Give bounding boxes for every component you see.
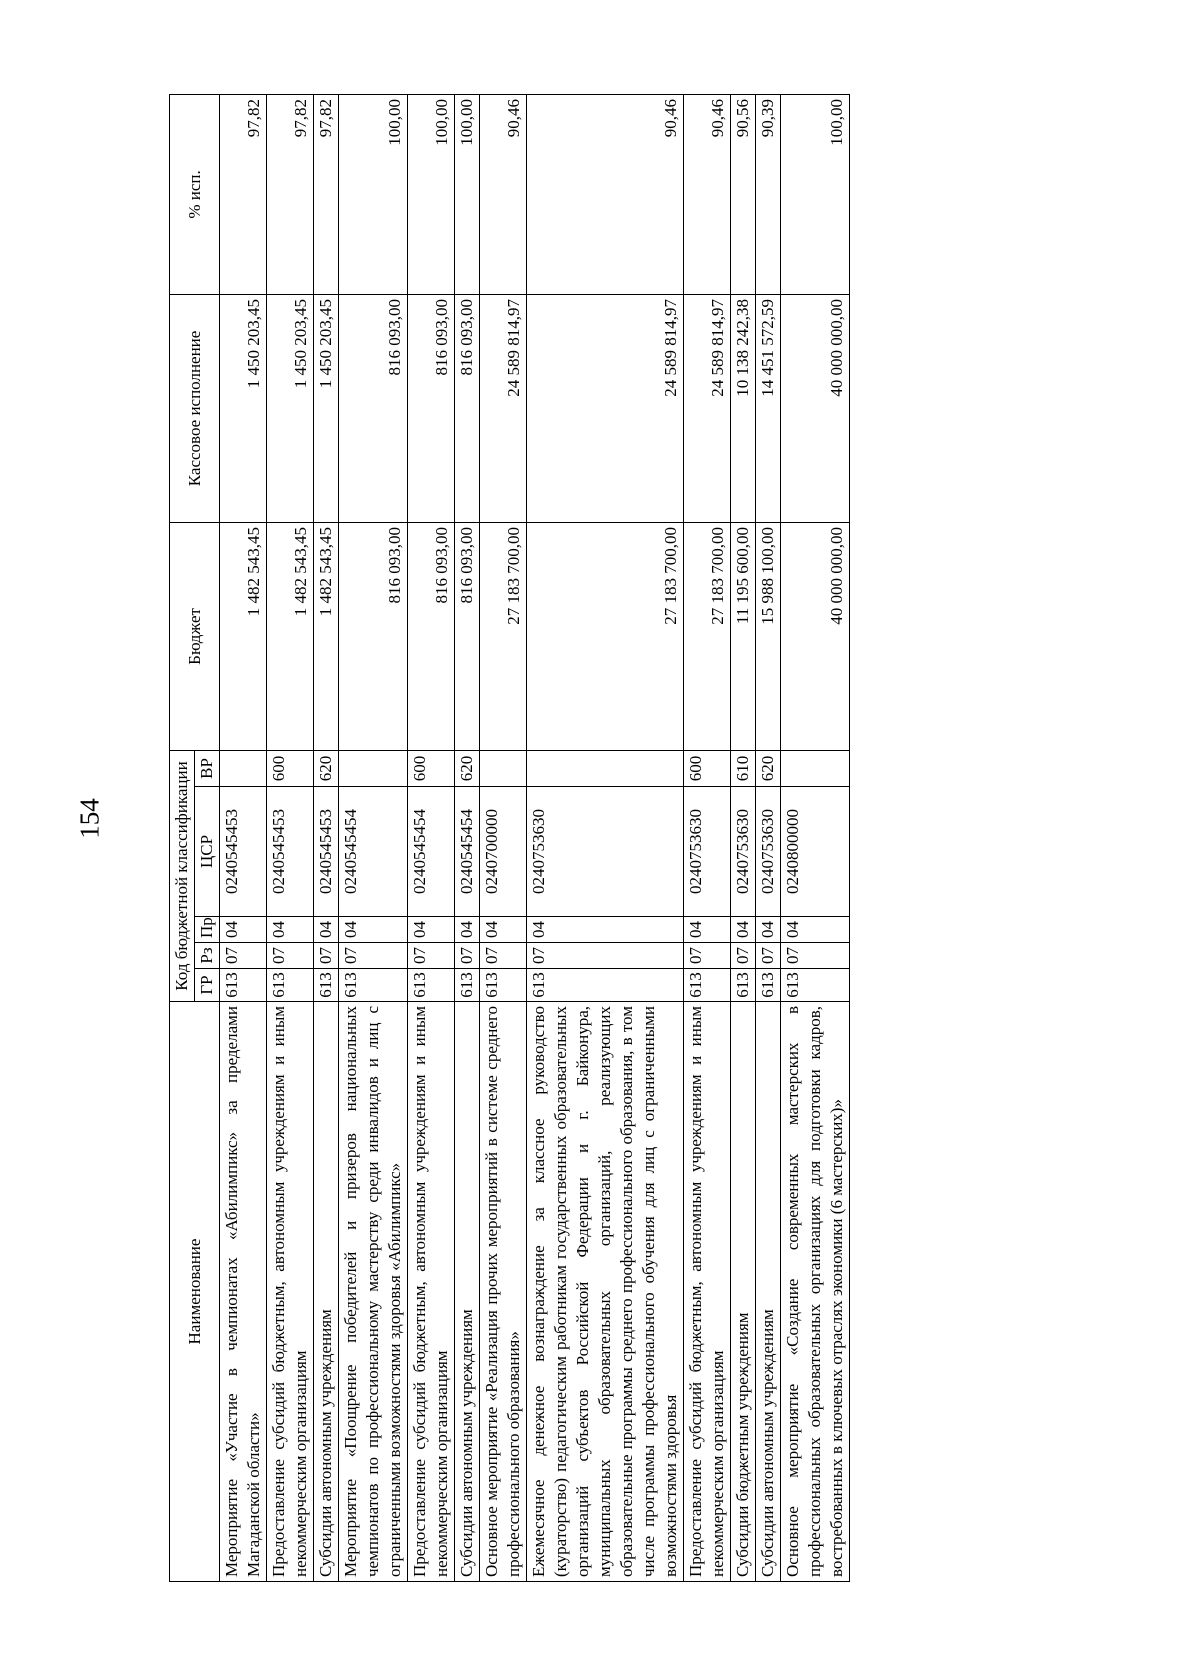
table-row (756, 94, 781, 1581)
row-cash: 24 589 814,97 (480, 294, 527, 522)
row-budget: 1 482 543,45 (220, 522, 267, 750)
header-row-1 (170, 94, 195, 1581)
row-csr: 0240545453 (314, 787, 339, 917)
row-cash: 1 450 203,45 (267, 294, 314, 522)
row-name: Основное мероприятие «Создание современных мастерских в профессиональных образовательных организациях для подготовки кадров, востребованных в ключевых отраслях экономики (6 мастерских)» (781, 1002, 850, 1582)
header-name: Наименование (170, 1002, 220, 1582)
row-vr (220, 750, 267, 786)
row-pr: 04 (267, 917, 314, 943)
row-budget: 27 183 700,00 (684, 522, 731, 750)
row-csr: 0240545453 (267, 787, 314, 917)
header-rz: Рз (195, 943, 220, 969)
row-gr: 613 (339, 969, 408, 1002)
row-pr: 04 (339, 917, 408, 943)
table-row (684, 94, 731, 1581)
row-pct: 100,00 (455, 94, 480, 294)
row-gr: 613 (408, 969, 455, 1002)
header-cash: Кассовое исполнение (170, 294, 220, 522)
row-name: Субсидии автономным учреждениям (314, 1002, 339, 1582)
row-name: Мероприятие «Поощрение победителей и призеров национальных чемпионатов по профессиональному мастерству среди инвалидов и лиц с ограниченными возможностями здоровья «Абилимпикс» (339, 1002, 408, 1582)
row-name: Мероприятие «Участие в чемпионатах «Абилимпикс» за пределами Магаданской области» (220, 1002, 267, 1582)
row-vr: 620 (455, 750, 480, 786)
header-pr: Пр (195, 917, 220, 943)
row-vr: 600 (267, 750, 314, 786)
row-vr: 620 (756, 750, 781, 786)
row-gr: 613 (220, 969, 267, 1002)
row-csr: 0240545454 (455, 787, 480, 917)
row-vr: 600 (408, 750, 455, 786)
row-rz: 07 (220, 943, 267, 969)
row-name: Субсидии бюджетным учреждениям (731, 1002, 756, 1582)
row-csr: 0240753630 (527, 787, 684, 917)
row-cash: 816 093,00 (455, 294, 480, 522)
row-pr: 04 (527, 917, 684, 943)
row-pr: 04 (781, 917, 850, 943)
row-name: Субсидии автономным учреждениям (756, 1002, 781, 1582)
table-row (455, 94, 480, 1581)
row-name: Основное мероприятие «Реализация прочих мероприятий в системе среднего профессионального образования» (480, 1002, 527, 1582)
row-cash: 14 451 572,59 (756, 294, 781, 522)
row-name: Предоставление субсидий бюджетным, автономным учреждениям и иным некоммерческим организациям (408, 1002, 455, 1582)
table-row (339, 94, 408, 1581)
row-gr: 613 (756, 969, 781, 1002)
row-gr: 613 (480, 969, 527, 1002)
row-budget: 27 183 700,00 (480, 522, 527, 750)
row-rz: 07 (781, 943, 850, 969)
row-csr: 0240700000 (480, 787, 527, 917)
header-csr: ЦСР (195, 787, 220, 917)
row-rz: 07 (731, 943, 756, 969)
row-csr: 0240545453 (220, 787, 267, 917)
row-pct: 90,46 (480, 94, 527, 294)
row-budget: 816 093,00 (408, 522, 455, 750)
row-name: Субсидии автономным учреждениям (455, 1002, 480, 1582)
row-gr: 613 (314, 969, 339, 1002)
row-rz: 07 (455, 943, 480, 969)
row-gr: 613 (684, 969, 731, 1002)
row-rz: 07 (314, 943, 339, 969)
row-vr (781, 750, 850, 786)
row-rz: 07 (684, 943, 731, 969)
row-name: Ежемесячное денежное вознаграждение за классное руководство (кураторство) педагогическим работникам государственных образовательных организаций субъектов Российской Федерации и г. Байконура, муниципальных образовательных организаций, реализующих образовательные программы среднего профессионального образования, в том числе программы профессионального обучения для лиц с ограниченными возможностями здоровья (527, 1002, 684, 1582)
row-budget: 40 000 000,00 (781, 522, 850, 750)
table-row (731, 94, 756, 1581)
row-csr: 0240800000 (781, 787, 850, 917)
row-pct: 100,00 (408, 94, 455, 294)
row-vr (480, 750, 527, 786)
row-cash: 816 093,00 (408, 294, 455, 522)
table-row (220, 94, 267, 1581)
header-code-group: Код бюджетной классификации (170, 750, 195, 1001)
row-budget: 15 988 100,00 (756, 522, 781, 750)
header-gr: ГР (195, 969, 220, 1002)
row-gr: 613 (455, 969, 480, 1002)
row-pr: 04 (731, 917, 756, 943)
row-rz: 07 (480, 943, 527, 969)
row-name: Предоставление субсидий бюджетным, автономным учреждениям и иным некоммерческим организациям (267, 1002, 314, 1582)
budget-table (169, 94, 850, 1582)
row-pct: 90,39 (756, 94, 781, 294)
row-budget: 816 093,00 (339, 522, 408, 750)
row-vr (339, 750, 408, 786)
table-row (408, 94, 455, 1581)
row-gr: 613 (781, 969, 850, 1002)
row-pct: 100,00 (781, 94, 850, 294)
row-pr: 04 (455, 917, 480, 943)
table-row (527, 94, 684, 1581)
row-cash: 816 093,00 (339, 294, 408, 522)
row-pr: 04 (408, 917, 455, 943)
row-budget: 27 183 700,00 (527, 522, 684, 750)
row-csr: 0240753630 (684, 787, 731, 917)
row-vr (527, 750, 684, 786)
row-vr: 620 (314, 750, 339, 786)
header-pct: % исп. (170, 94, 220, 294)
row-cash: 1 450 203,45 (314, 294, 339, 522)
row-gr: 613 (527, 969, 684, 1002)
table-row (314, 94, 339, 1581)
row-pr: 04 (220, 917, 267, 943)
page-number: 154 (74, 798, 105, 839)
row-budget: 1 482 543,45 (314, 522, 339, 750)
rotated-table-container (169, 95, 1032, 1582)
row-cash: 24 589 814,97 (527, 294, 684, 522)
row-pr: 04 (314, 917, 339, 943)
row-csr: 0240545454 (408, 787, 455, 917)
row-pr: 04 (480, 917, 527, 943)
header-budget: Бюджет (170, 522, 220, 750)
row-gr: 613 (731, 969, 756, 1002)
row-pct: 90,46 (527, 94, 684, 294)
row-cash: 10 138 242,38 (731, 294, 756, 522)
row-rz: 07 (527, 943, 684, 969)
row-csr: 0240753630 (731, 787, 756, 917)
row-pr: 04 (756, 917, 781, 943)
row-pct: 90,46 (684, 94, 731, 294)
header-vr: ВР (195, 750, 220, 786)
row-rz: 07 (408, 943, 455, 969)
row-csr: 0240545454 (339, 787, 408, 917)
row-pct: 97,82 (220, 94, 267, 294)
row-budget: 11 195 600,00 (731, 522, 756, 750)
row-name: Предоставление субсидий бюджетным, автономным учреждениям и иным некоммерческим организациям (684, 1002, 731, 1582)
row-rz: 07 (756, 943, 781, 969)
table-row (781, 94, 850, 1581)
table-row (267, 94, 314, 1581)
row-budget: 816 093,00 (455, 522, 480, 750)
row-cash: 24 589 814,97 (684, 294, 731, 522)
row-csr: 0240753630 (756, 787, 781, 917)
row-cash: 40 000 000,00 (781, 294, 850, 522)
row-pct: 97,82 (267, 94, 314, 294)
row-gr: 613 (267, 969, 314, 1002)
row-rz: 07 (339, 943, 408, 969)
row-cash: 1 450 203,45 (220, 294, 267, 522)
row-vr: 610 (731, 750, 756, 786)
row-budget: 1 482 543,45 (267, 522, 314, 750)
row-pct: 90,56 (731, 94, 756, 294)
table-row (480, 94, 527, 1581)
row-pct: 100,00 (339, 94, 408, 294)
row-rz: 07 (267, 943, 314, 969)
row-pct: 97,82 (314, 94, 339, 294)
row-pr: 04 (684, 917, 731, 943)
row-vr: 600 (684, 750, 731, 786)
